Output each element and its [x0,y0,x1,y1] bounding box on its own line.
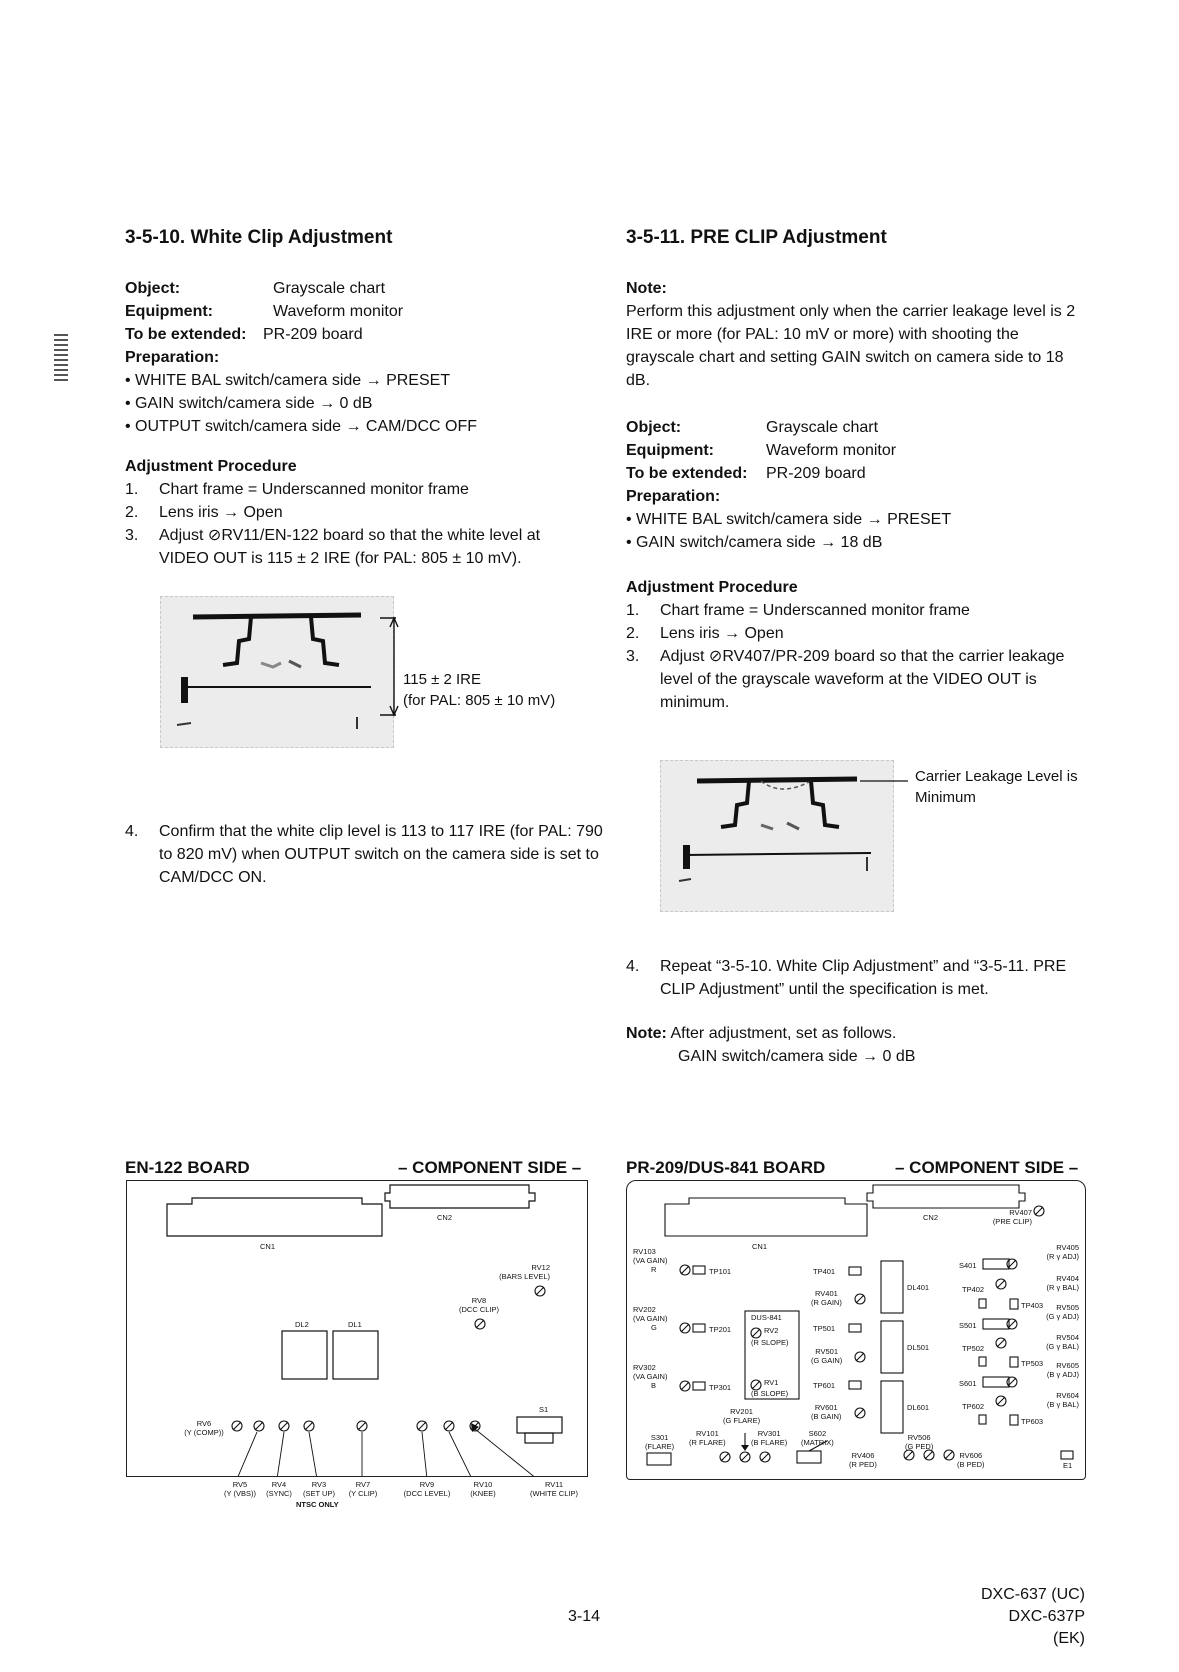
rv202-label: RV202 (VA GAIN) G [633,1305,668,1332]
rv1-function: (B SLOPE) [751,1389,789,1398]
step: 1. Chart frame = Underscanned monitor frame [125,481,469,498]
tp401-label: TP401 [813,1267,836,1276]
rv101-label: RV101 (R FLARE) [689,1429,726,1447]
dl501-label: DL501 [907,1343,930,1352]
dl601-label: DL601 [907,1403,930,1412]
right-spec-block [626,416,1086,554]
rv406-label: RV406 (R PED) [849,1451,877,1469]
right-step4 [626,955,1096,1001]
note-label: Note: [626,1025,667,1042]
dl1-label: DL1 [348,1320,362,1329]
white-clip-spec-label: 115 ± 2 IRE (for PAL: 805 ± 10 mV) [403,671,556,709]
left-step4 [125,820,605,889]
prep-item: • GAIN switch/camera side → 18 dB [626,531,1086,554]
component-side-label: – COMPONENT SIDE – [895,1158,1079,1177]
extended-label: To be extended: [125,326,247,343]
tp101-label: TP101 [709,1267,732,1276]
after-adjustment-note: Note: After adjustment, set as follows. GAIN switch/camera side → 0 dB [626,1025,916,1065]
extended-value: PR-209 board [766,465,866,482]
left-procedure [125,455,590,570]
extended-label: To be extended: [626,465,748,482]
rv401-label: RV401 (R GAIN) [811,1289,842,1307]
preparation-label: Preparation: [125,349,220,366]
step: 4. Confirm that the white clip level is 113 to 117 IRE (for PAL: 790 to 820 mV) when OUTPUT switch on the camera side is set to CAM/DCC ON. [125,823,603,886]
tp502-label: TP502 [962,1344,985,1353]
cn2-label: CN2 [923,1213,939,1222]
waveform-trace [161,597,393,747]
rv5-label: RV5 (Y (VBS)) [224,1480,256,1498]
rv11-label: RV11 (WHITE CLIP) [530,1480,578,1498]
s301-label: S301 (FLARE) [645,1433,675,1451]
tp501-label: TP501 [813,1324,836,1333]
rv606-label: RV606 (B PED) [957,1451,985,1469]
board-title-en122: EN-122 BOARD [125,1158,250,1177]
dl2-label: DL2 [295,1320,309,1329]
object-value: Grayscale chart [273,280,386,297]
leader-line [860,775,910,787]
rv12-label: RV12 (BARS LEVEL) [499,1263,550,1281]
rv601-label: RV601 (B GAIN) [811,1403,842,1421]
procedure-title: Adjustment Procedure [125,458,297,475]
rv407-label: RV407 (PRE CLIP) [992,1208,1032,1226]
section-title-white-clip: 3-5-10. White Clip Adjustment [125,227,393,248]
waveform-trace [661,761,893,911]
rv504-label: RV504 (G γ BAL) [1046,1333,1079,1351]
rv103-label: RV103 (VA GAIN) R [633,1247,668,1274]
rv10-label: RV10 (KNEE) [470,1480,496,1498]
tp301-label: TP301 [709,1383,732,1392]
rv8-label: RV8 (DCC CLIP) [458,1296,499,1314]
page-number: 3-14 [568,1608,601,1625]
right-procedure [626,576,1091,714]
carrier-leakage-label: Carrier Leakage Level is Minimum [915,768,1078,806]
prep-item: • WHITE BAL switch/camera side → PRESET [125,369,585,392]
equipment-label: Equipment: [125,303,213,320]
prep-item: • OUTPUT switch/camera side → CAM/DCC OFF [125,415,585,438]
tp503-label: TP503 [1021,1359,1044,1368]
rv506-label: RV506 (G PED) [905,1433,934,1451]
tp201-label: TP201 [709,1325,732,1334]
board-title-pr209: PR-209/DUS-841 BOARD [626,1158,826,1177]
rv1-label: RV1 [764,1378,779,1387]
extended-value: PR-209 board [263,326,363,343]
step: 1. Chart frame = Underscanned monitor frame [626,602,970,619]
rv505-label: RV505 (G γ ADJ) [1046,1303,1079,1321]
rv6-label: RV6 (Y (COMP)) [184,1419,224,1437]
step: 3. Adjust ⊘RV407/PR-209 board so that the carrier leakage level of the grayscale waveform at the VIDEO OUT is minimum. [626,648,1065,711]
preparation-list [626,508,1086,554]
rv2-label: RV2 [764,1326,779,1335]
prep-item: • WHITE BAL switch/camera side → PRESET [626,508,1086,531]
tp602-label: TP602 [962,1402,985,1411]
waveform-photo [660,760,894,912]
s401-label: S401 [959,1261,977,1270]
rv9-label: RV9 (DCC LEVEL) [403,1480,451,1498]
rv7-label: RV7 (Y CLIP) [348,1480,378,1498]
equipment-value: Waveform monitor [273,303,404,320]
cn2-label: CN2 [437,1213,453,1222]
dus841-label: DUS-841 [751,1313,782,1322]
rv405-label: RV405 (R γ ADJ) [1046,1243,1079,1261]
step: 3. Adjust ⊘RV11/EN-122 board so that the white level at VIDEO OUT is 115 ± 2 IRE (for PAL: 805 ± 10 mV). [125,527,541,567]
waveform-photo [160,596,394,748]
preparation-label: Preparation: [626,488,721,505]
step: 2. Lens iris → Open [125,504,283,521]
equipment-value: Waveform monitor [766,442,897,459]
note-label: Note: [626,280,667,297]
rv3-label: RV3 (SET UP) [303,1480,335,1498]
ntsc-only-label: NTSC ONLY [296,1500,339,1509]
rv605-label: RV605 (B γ ADJ) [1046,1361,1079,1379]
component-side-label: – COMPONENT SIDE – [398,1158,582,1177]
dl401-label: DL401 [907,1283,930,1292]
left-spec-block [125,277,585,438]
cn1-label: CN1 [752,1242,768,1251]
step: 4. Repeat “3-5-10. White Clip Adjustment” and “3-5-11. PRE CLIP Adjustment” until the specification is met. [626,958,1067,998]
rv2-function: (R SLOPE) [751,1338,789,1347]
rv302-label: RV302 (VA GAIN) B [633,1363,668,1390]
object-value: Grayscale chart [766,419,879,436]
rv4-label: RV4 (SYNC) [266,1480,292,1498]
note-text: Perform this adjustment only when the carrier leakage level is 2 IRE or more (for PAL: 10 mV or more) with shooting the grayscale chart and setting GAIN switch on camera side to 18 dB. [626,303,1076,389]
rv404-label: RV404 (R γ BAL) [1046,1274,1079,1292]
preparation-list [125,369,585,438]
e1-label: E1 [1063,1461,1073,1470]
cn1-label: CN1 [260,1242,276,1251]
right-note [626,277,1086,392]
object-label: Object: [626,419,682,436]
s602-label: S602 (MATRIX) [801,1429,834,1447]
tp403-label: TP403 [1021,1301,1044,1310]
model-numbers: DXC-637 (UC) DXC-637P (EK) [980,1586,1085,1647]
rv604-label: RV604 (B γ BAL) [1046,1391,1079,1409]
tp603-label: TP603 [1021,1417,1044,1426]
en122-board-diagram [126,1180,588,1477]
rv201-label: RV201 (G FLARE) [723,1407,761,1425]
object-label: Object: [125,280,181,297]
s501-label: S501 [959,1321,977,1330]
pr209-board-diagram [626,1180,1086,1480]
edge-marks [54,334,68,384]
section-title-pre-clip: 3-5-11. PRE CLIP Adjustment [626,227,887,248]
rv301-label: RV301 (B FLARE) [751,1429,788,1447]
prep-item: • GAIN switch/camera side → 0 dB [125,392,585,415]
tp601-label: TP601 [813,1381,836,1390]
rv501-label: RV501 (G GAIN) [811,1347,843,1365]
s1-label: S1 [539,1405,549,1414]
s601-label: S601 [959,1379,977,1388]
procedure-title: Adjustment Procedure [626,579,798,596]
equipment-label: Equipment: [626,442,714,459]
step: 2. Lens iris → Open [626,625,784,642]
tp402-label: TP402 [962,1285,985,1294]
